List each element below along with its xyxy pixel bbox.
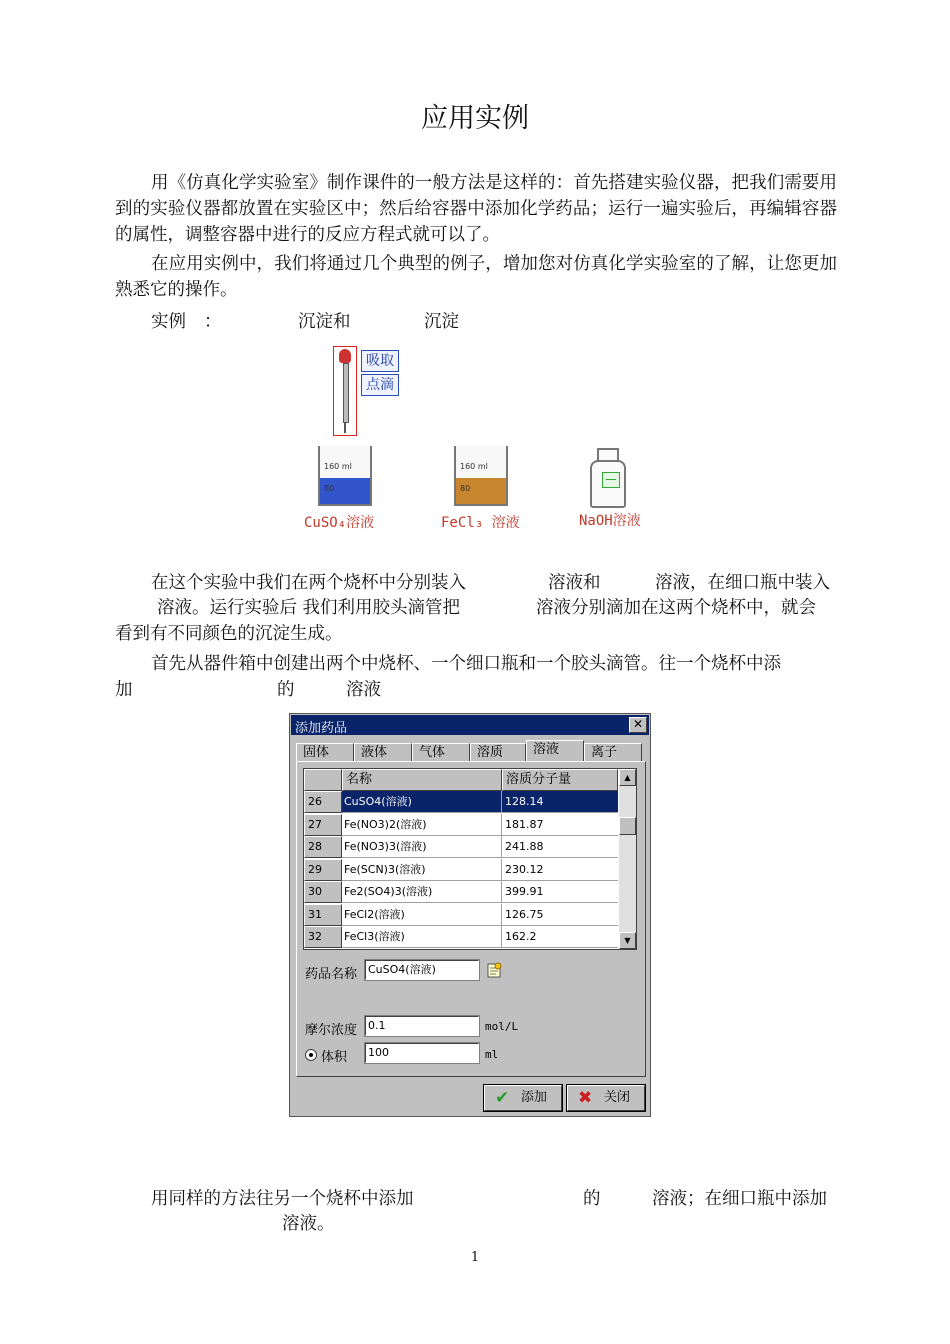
volume-label: 体积	[321, 1050, 348, 1065]
scale-160: 160 ml	[460, 462, 488, 471]
caption-cuso4: CuSO₄溶液	[304, 515, 375, 531]
page-title: 应用实例	[421, 103, 529, 134]
dropper-bulb	[339, 349, 351, 363]
table-row[interactable]	[304, 926, 618, 948]
intro-paragraph-1: 用《仿真化学实验室》制作课件的一般方法是这样的：首先搭建实验仪器，把我们需要用到的实验仪器都放置在实验区中；然后给容器中添加化学药品；运行一遍实验后，再编辑容器的属性，调整容器中进行的反应方程式就可以了。	[115, 173, 837, 245]
table-header	[304, 769, 618, 791]
example-heading-part2: 沉淀	[424, 312, 459, 332]
solution-panel	[296, 761, 646, 1077]
molar-conc-label: 摩尔浓度	[305, 1023, 358, 1038]
beaker-cuso4[interactable]	[318, 446, 372, 506]
p4-line2-a: 加	[115, 680, 133, 700]
beaker-scale	[324, 456, 352, 500]
lookup-icon[interactable]	[486, 961, 504, 979]
example-heading-part1: 沉淀和	[298, 312, 351, 332]
reagent-name-field[interactable]: CuSO4(溶液)	[365, 960, 479, 980]
dialog-title: 添加药品	[295, 721, 348, 736]
row-index: 27	[304, 814, 342, 836]
example-heading-label: 实例	[151, 312, 186, 332]
page-number: 1	[470, 1250, 480, 1265]
molar-conc-field[interactable]: 0.1	[365, 1016, 479, 1036]
cell-mass: 126.75	[502, 904, 618, 926]
p3-line2-b: 溶液分别滴加在这两个烧杯中，就会	[536, 598, 816, 618]
p5-line1-c: 溶液；在细口瓶中添加	[652, 1189, 827, 1209]
p4-line1: 首先从器件箱中创建出两个中烧杯、一个细口瓶和一个胶头滴管。往一个烧杯中添	[151, 654, 781, 674]
cell-name: CuSO4(溶液)	[342, 791, 502, 813]
header-index	[304, 769, 342, 791]
row-index: 32	[304, 926, 342, 948]
scale-80: 80	[324, 484, 335, 493]
absorb-button[interactable]: 吸取	[361, 350, 399, 372]
p5-line1-b: 的	[583, 1189, 601, 1209]
scroll-up-icon[interactable]: ▲	[619, 769, 636, 786]
reagent-table[interactable]	[303, 768, 637, 950]
scale-80: 80	[460, 484, 471, 493]
p5-line2: 溶液。	[282, 1214, 335, 1234]
volume-field[interactable]: 100	[365, 1043, 479, 1063]
header-mass[interactable]: 溶质分子量	[502, 769, 618, 791]
p3-line3: 看到有不同颜色的沉淀生成。	[115, 624, 343, 644]
cell-name: Fe(SCN)3(溶液)	[342, 859, 502, 881]
cell-mass: 162.2	[502, 926, 618, 948]
cell-mass: 181.87	[502, 814, 618, 836]
drip-button[interactable]: 点滴	[361, 374, 399, 396]
p3-line1-b: 溶液和	[548, 573, 601, 593]
volume-unit: ml	[485, 1048, 499, 1061]
p4-line2-c: 溶液	[346, 680, 381, 700]
cell-name: FeCl3(溶液)	[342, 926, 502, 948]
row-index: 29	[304, 859, 342, 881]
p4-line2-b: 的	[277, 680, 295, 700]
dropper-tube	[343, 363, 349, 423]
table-row[interactable]	[304, 904, 618, 926]
row-index: 30	[304, 881, 342, 903]
volume-radio[interactable]	[305, 1049, 317, 1061]
cell-mass: 128.14	[502, 791, 618, 813]
header-name[interactable]: 名称	[342, 769, 502, 791]
add-button-label: 添加	[521, 1090, 548, 1105]
close-button[interactable]	[567, 1085, 645, 1111]
cell-mass: 241.88	[502, 836, 618, 858]
p3-line1-c: 溶液，在细口瓶中装入	[655, 573, 830, 593]
add-button[interactable]	[484, 1085, 562, 1111]
close-icon[interactable]: ✕	[629, 717, 647, 733]
checkmark-icon: ✔	[495, 1088, 510, 1108]
tab-solution[interactable]: 溶液	[526, 740, 584, 762]
dropper-tip	[344, 423, 346, 433]
reagent-tabs	[296, 740, 646, 762]
row-index: 31	[304, 904, 342, 926]
row-index: 28	[304, 836, 342, 858]
cell-name: FeCl2(溶液)	[342, 904, 502, 926]
molar-conc-unit: mol/L	[485, 1020, 519, 1033]
beaker-fecl3[interactable]	[454, 446, 508, 506]
tab-solute[interactable]: 溶质	[470, 743, 526, 761]
cross-icon: ✖	[578, 1088, 593, 1108]
table-row[interactable]	[304, 859, 618, 881]
row-index: 26	[304, 791, 342, 813]
dropper-icon[interactable]	[333, 346, 357, 436]
cell-name: Fe(NO3)2(溶液)	[342, 814, 502, 836]
p3-line2-a: 溶液。运行实验后 我们利用胶头滴管把	[157, 598, 461, 618]
cell-name: Fe2(SO4)3(溶液)	[342, 881, 502, 903]
tab-gas[interactable]: 气体	[412, 743, 470, 761]
table-row[interactable]	[304, 791, 618, 813]
p5-line1-a: 用同样的方法往另一个烧杯中添加	[151, 1189, 414, 1209]
add-reagent-dialog	[289, 713, 651, 1117]
tab-ion[interactable]: 离子	[584, 743, 642, 761]
beaker-scale	[460, 456, 488, 500]
reagent-name-label: 药品名称	[305, 967, 358, 982]
apparatus-illustration	[300, 340, 660, 540]
intro-paragraph-2: 在应用实例中，我们将通过几个典型的例子，增加您对仿真化学实验室的了解，让您更加熟悉它的操作。	[115, 254, 837, 300]
scroll-thumb[interactable]	[619, 817, 636, 835]
tab-solid[interactable]: 固体	[296, 743, 354, 761]
cell-mass: 399.91	[502, 881, 618, 903]
scroll-down-icon[interactable]: ▼	[619, 932, 636, 949]
table-row[interactable]	[304, 836, 618, 858]
example-heading-colon: ：	[204, 312, 222, 332]
table-row[interactable]	[304, 814, 618, 836]
bottle-label-icon	[602, 472, 620, 488]
table-scrollbar[interactable]	[619, 769, 636, 949]
cell-mass: 230.12	[502, 859, 618, 881]
dialog-titlebar[interactable]	[291, 715, 649, 735]
tab-liquid[interactable]: 液体	[354, 743, 412, 761]
caption-fecl3: FeCl₃ 溶液	[441, 515, 520, 531]
close-button-label: 关闭	[604, 1090, 631, 1105]
cell-name: Fe(NO3)3(溶液)	[342, 836, 502, 858]
caption-naoh: NaOH溶液	[579, 513, 641, 529]
table-row[interactable]	[304, 881, 618, 903]
scale-160: 160 ml	[324, 462, 352, 471]
p3-line1-a: 在这个实验中我们在两个烧杯中分别装入	[151, 573, 466, 593]
